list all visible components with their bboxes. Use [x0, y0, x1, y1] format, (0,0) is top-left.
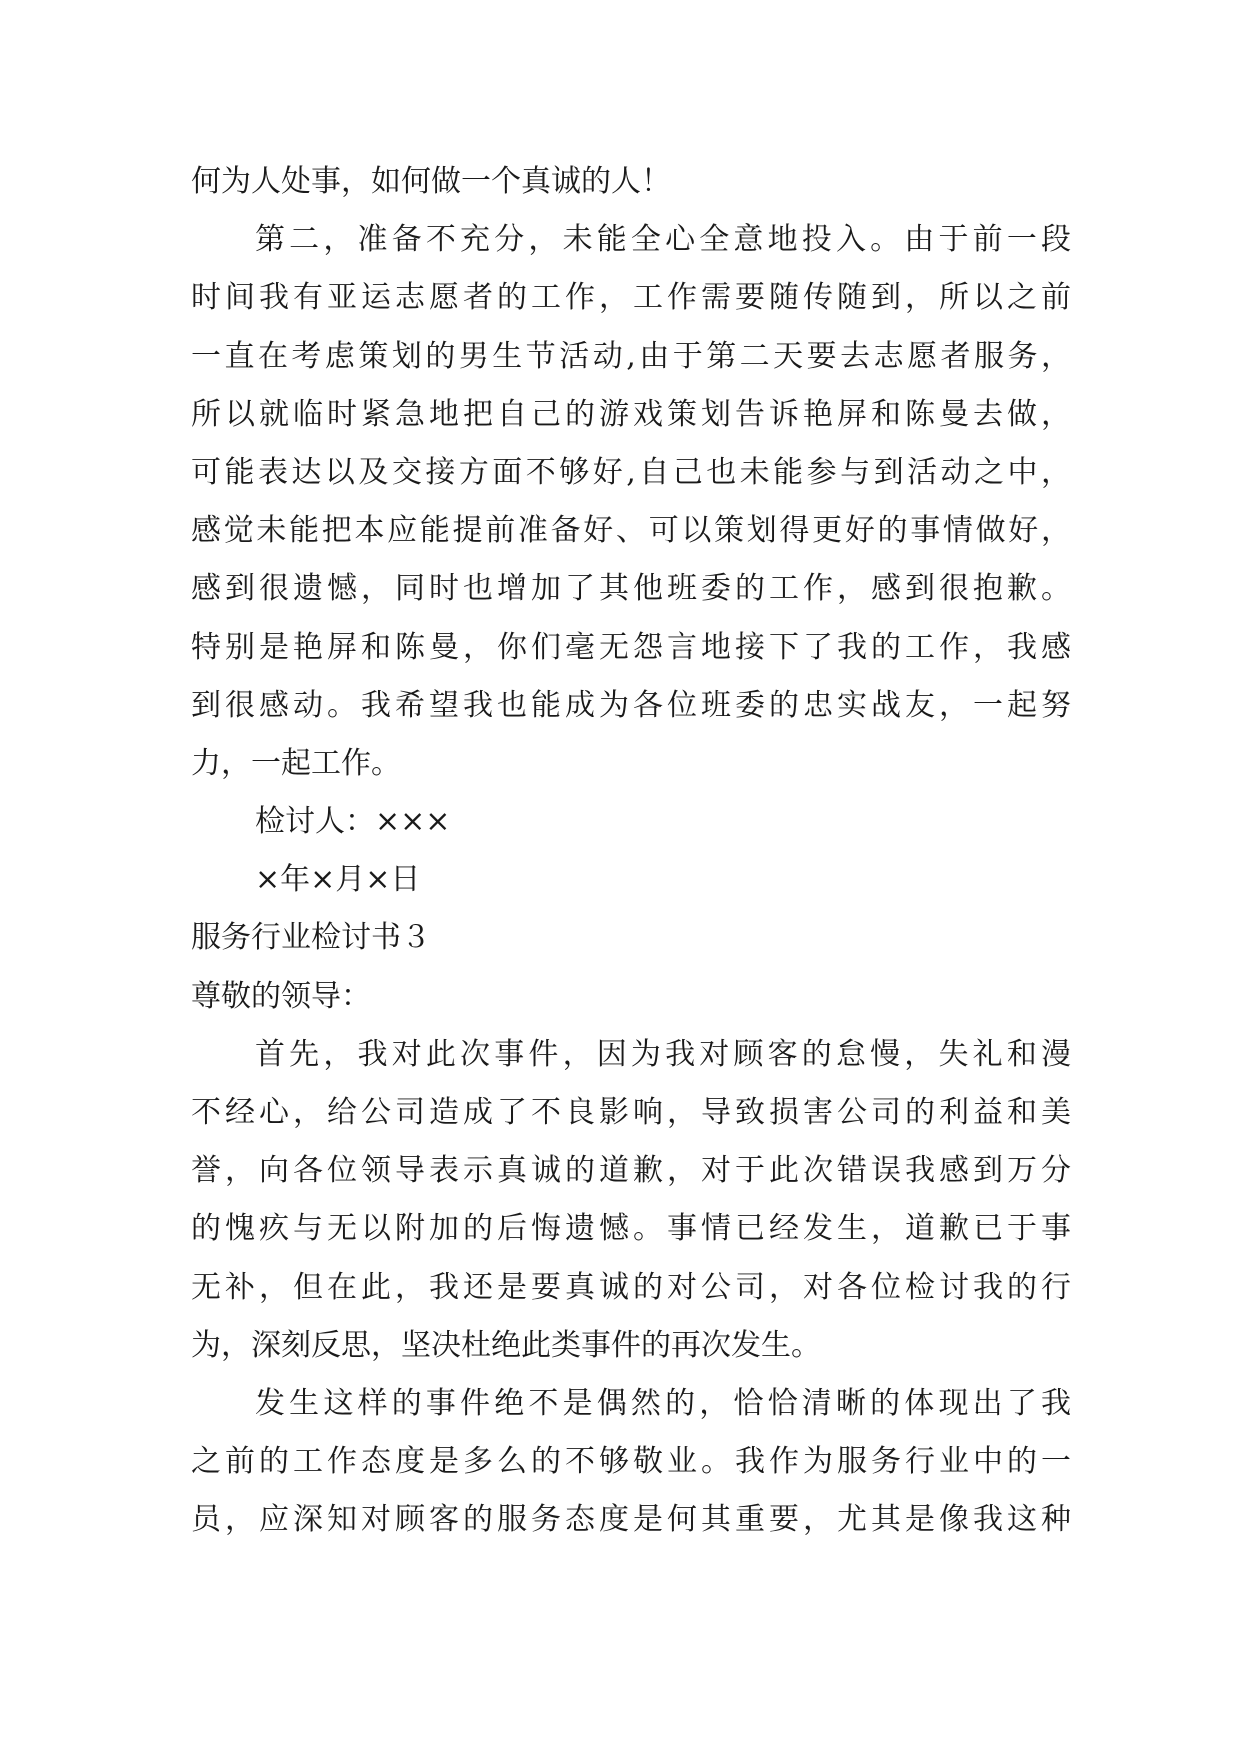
text-line: 感觉未能把本应能提前准备好、可以策划得更好的事情做好， — [191, 513, 1071, 549]
text-line: 尊敬的领导： — [191, 978, 371, 1014]
text-line: 所以就临时紧急地把自己的游戏策划告诉艳屏和陈曼去做， — [191, 396, 1071, 432]
text-line: ×年×月×日 — [255, 862, 421, 898]
text-line: 首先，我对此次事件，因为我对顾客的怠慢，失礼和漫 — [255, 1036, 1071, 1072]
text-line: 员，应深知对顾客的服务态度是何其重要，尤其是像我这种 — [191, 1502, 1071, 1538]
text-line: 为，深刻反思，坚决杜绝此类事件的再次发生。 — [191, 1327, 821, 1363]
text-line: 不经心，给公司造成了不良影响，导致损害公司的利益和美 — [191, 1095, 1071, 1130]
text-line: 之前的工作态度是多么的不够敬业。我作为服务行业中的一 — [191, 1444, 1071, 1480]
document-body — [191, 153, 1071, 1550]
text-line: 时间我有亚运志愿者的工作，工作需要随传随到，所以之前 — [191, 280, 1071, 316]
text-line: 的愧疚与无以附加的后悔遗憾。事情已经发生，道歉已于事 — [191, 1211, 1071, 1247]
text-line: 第二，准备不充分，未能全心全意地投入。由于前一段 — [255, 222, 1071, 258]
text-line: 检讨人：××× — [255, 804, 451, 840]
text-line: 力，一起工作。 — [191, 745, 401, 781]
text-line: 可能表达以及交接方面不够好,自己也未能参与到活动之中， — [191, 454, 1071, 490]
text-line: 特别是艳屏和陈曼，你们毫无怨言地接下了我的工作，我感 — [191, 629, 1071, 665]
text-line: 无补，但在此，我还是要真诚的对公司，对各位检讨我的行 — [191, 1269, 1071, 1305]
text-line: 服务行业检讨书３ — [191, 920, 431, 956]
text-line: 到很感动。我希望我也能成为各位班委的忠实战友，一起努 — [191, 687, 1071, 723]
text-line: 感到很遗憾，同时也增加了其他班委的工作，感到很抱歉。 — [191, 571, 1071, 607]
text-line: 发生这样的事件绝不是偶然的，恰恰清晰的体现出了我 — [255, 1385, 1071, 1421]
text-line: 一直在考虑策划的男生节活动,由于第二天要去志愿者服务， — [191, 338, 1071, 374]
text-line: 誉，向各位领导表示真诚的道歉，对于此次错误我感到万分 — [191, 1153, 1071, 1189]
text-line: 何为人处事，如何做一个真诚的人！ — [191, 164, 671, 199]
